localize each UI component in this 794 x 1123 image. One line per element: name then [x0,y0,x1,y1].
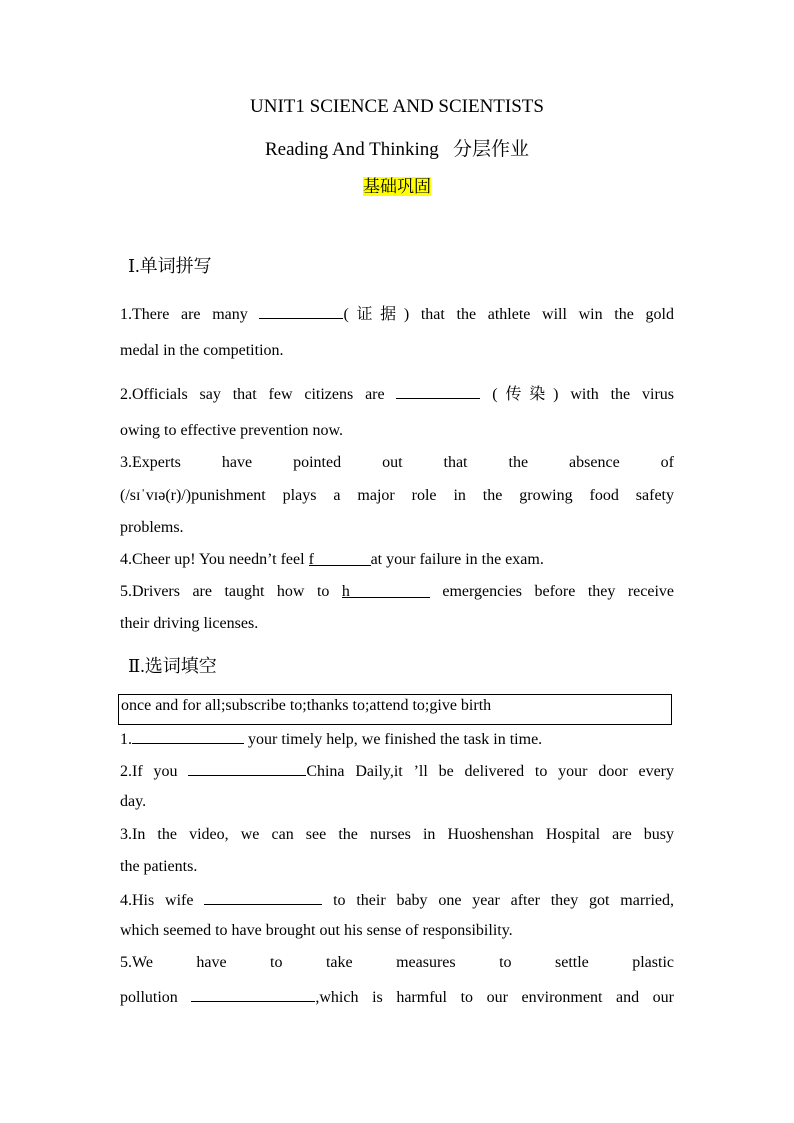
question-line: day. [120,793,147,810]
question-line: the patients. [120,858,198,875]
question-line [120,761,674,781]
question-line [120,583,674,601]
question-text: your timely help, we finished the task in time. [248,731,543,748]
question-line [120,551,674,569]
question-line [120,729,674,749]
question-text: 2.Officials say that few citizens are [120,386,385,403]
question-text: at your failure in the exam. [370,551,544,568]
answer-blank[interactable] [188,761,306,776]
question-line: (/sɪˈvɪə(r)/)punishment plays a major role in the growing food safety [120,487,674,504]
question-line [120,381,674,404]
question-line [120,301,674,324]
question-line: their driving licenses. [120,615,259,632]
question-text: 1.There are many [120,306,248,323]
section-heading-spelling: Ⅰ.单词拼写 [128,256,212,276]
word-bank-box: once and for all;subscribe to;thanks to;attend to;give birth [118,694,672,725]
answer-blank[interactable] [191,987,315,1002]
question-line: 5.We have to take measures to settle plastic [120,954,674,971]
question-line [120,890,674,910]
question-text: (证据) that the athlete will win the gold [343,306,674,323]
question-line [120,987,674,1007]
question-text: ,which is harmful to our environment and our [315,989,674,1006]
answer-blank[interactable] [259,304,343,319]
page-subtitle: Reading And Thinking 分层作业 [264,139,530,160]
question-text: China Daily,it ’ll be delivered to your door every [306,763,675,780]
answer-blank[interactable] [309,551,371,566]
question-line: owing to effective prevention now. [120,422,344,439]
question-text: emergencies before they receive [442,583,675,600]
page-title: UNIT1 SCIENCE AND SCIENTISTS [250,96,544,117]
question-text: 4.His wife [120,892,194,909]
level-label: 基础巩固 [363,177,431,196]
level-label-container [120,172,674,198]
question-text: 2.If you [120,763,178,780]
answer-blank[interactable] [204,890,322,905]
hint-letter: h [341,583,350,600]
answer-blank[interactable] [342,583,430,598]
question-line: which seemed to have brought out his sense of responsibility. [120,922,513,939]
question-line: 3.In the video, we can see the nurses in Huoshenshan Hospital are busy [120,826,674,843]
question-text: (传染) with the virus [492,386,675,403]
section-heading-fill-in: Ⅱ.选词填空 [128,656,217,676]
question-line: 3.Experts have pointed out that the absence of [120,454,674,471]
hint-letter: f [308,551,314,568]
answer-blank[interactable] [132,729,244,744]
question-text: 1. [120,731,132,748]
answer-blank[interactable] [396,384,480,399]
question-text: 4.Cheer up! You needn’t feel [120,551,305,568]
question-text: to their baby one year after they got married, [333,892,675,909]
question-line: problems. [120,519,184,536]
question-text: 5.Drivers are taught how to [120,583,330,600]
question-text: pollution [120,989,178,1006]
question-line: medal in the competition. [120,342,284,359]
